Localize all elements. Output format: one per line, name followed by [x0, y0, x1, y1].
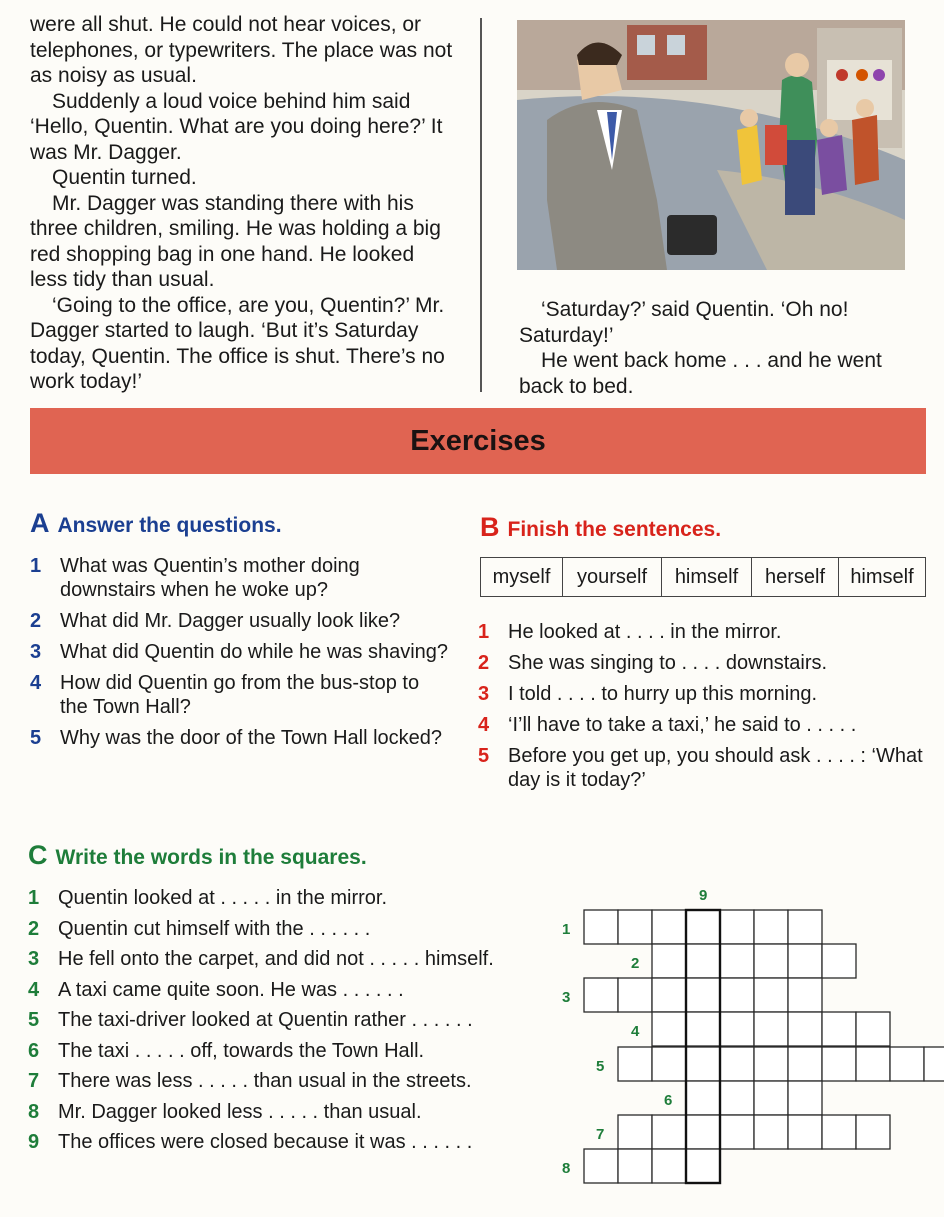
crossword-number: 9 — [699, 887, 708, 904]
crossword-cell[interactable] — [822, 1047, 856, 1081]
crossword-down-9 — [686, 910, 720, 1183]
section-c-item-text: A taxi came quite soon. He was . . . . . . — [58, 978, 404, 1001]
crossword-cell[interactable] — [618, 978, 652, 1012]
crossword-cell[interactable] — [720, 1012, 754, 1046]
crossword-cell[interactable] — [584, 978, 618, 1012]
crossword-cell[interactable] — [788, 1081, 822, 1115]
section-c-item-text: There was less . . . . . than usual in the streets. — [58, 1070, 472, 1092]
section-c-item-number: 8 — [28, 1100, 40, 1123]
section-a-item-text: What did Mr. Dagger usually look like? — [60, 610, 401, 632]
story-left-paragraph: Quentin turned. — [52, 166, 197, 189]
section-c-title: Write the words in the squares. — [55, 846, 367, 869]
section-b-item-number: 2 — [478, 652, 490, 674]
crossword-cell[interactable] — [618, 1047, 652, 1081]
crossword-number: 5 — [596, 1058, 605, 1075]
section-c-item-text: Quentin looked at . . . . . in the mirror. — [58, 887, 388, 909]
story-right-paragraph: He went back home . . . and he went back to bed. — [519, 349, 882, 398]
crossword-cell[interactable] — [686, 910, 720, 944]
exercises-banner — [30, 408, 926, 474]
section-b-item-text: Before you get up, you should ask . . . . : ‘What day is it today?’ — [508, 745, 923, 791]
crossword-cell[interactable] — [618, 1115, 652, 1149]
section-a-item — [30, 609, 450, 633]
section-a-questions — [30, 554, 450, 757]
crossword-cell[interactable] — [788, 1012, 822, 1046]
section-c-item-text: He fell onto the carpet, and did not . . . . . himself. — [58, 948, 494, 970]
section-b-item-number: 3 — [478, 683, 490, 705]
section-c-clues — [28, 886, 548, 1161]
word-box-word: himself — [850, 565, 914, 588]
section-c-item — [28, 1069, 548, 1093]
section-a-item-number: 3 — [30, 641, 42, 663]
section-b-item — [478, 744, 928, 792]
crossword-cell[interactable] — [754, 1115, 788, 1149]
crossword-cell[interactable] — [788, 978, 822, 1012]
section-c-item — [28, 1130, 548, 1154]
section-c-item-number: 6 — [28, 1039, 40, 1062]
section-a-item-text: What was Quentin’s mother doing downstairs when he woke up? — [60, 555, 360, 601]
crossword-cell[interactable] — [686, 1047, 720, 1081]
section-a-letter: A — [30, 508, 50, 538]
crossword-cell[interactable] — [720, 978, 754, 1012]
crossword-cell[interactable] — [686, 1012, 720, 1046]
section-a-item-text: How did Quentin go from the bus-stop to the Town Hall? — [60, 672, 420, 718]
crossword-cell[interactable] — [584, 1149, 618, 1183]
crossword-cell[interactable] — [686, 944, 720, 978]
section-c-item-number: 5 — [28, 1009, 40, 1031]
story-left-paragraph: Mr. Dagger was standing there with his three children, smiling. He was holding a big red shopping bag in one hand. He looked less tidy than usual. — [30, 191, 441, 291]
section-c-item-text: The offices were closed because it was . . . . . . — [58, 1131, 473, 1153]
crossword-cell[interactable] — [754, 910, 788, 944]
crossword-number: 2 — [631, 955, 640, 972]
section-b-sentences — [478, 620, 928, 799]
section-c-item-number: 2 — [28, 917, 40, 940]
crossword-cell[interactable] — [584, 910, 618, 944]
section-c-item-number: 3 — [28, 948, 40, 970]
section-b-heading — [480, 512, 721, 543]
section-c-letter: C — [28, 840, 48, 870]
crossword-cell[interactable] — [652, 978, 686, 1012]
section-c-heading — [28, 840, 367, 871]
section-b-item-number: 4 — [478, 714, 490, 736]
section-c-item — [28, 1039, 548, 1063]
crossword-cell[interactable] — [652, 1047, 686, 1081]
crossword-cell[interactable] — [924, 1047, 944, 1081]
crossword-cell[interactable] — [856, 1012, 890, 1046]
section-c-item-number: 1 — [28, 887, 40, 909]
story-right-paragraph: ‘Saturday?’ said Quentin. ‘Oh no! Saturday!’ — [519, 298, 849, 347]
crossword-cell[interactable] — [856, 1047, 890, 1081]
crossword-cell[interactable] — [788, 944, 822, 978]
section-c-item-number: 7 — [28, 1070, 40, 1092]
section-c-item-text: The taxi-driver looked at Quentin rather . . . . . . — [58, 1009, 473, 1031]
crossword-cell[interactable] — [856, 1115, 890, 1149]
crossword-cell[interactable] — [618, 1149, 652, 1183]
section-a-item-number: 1 — [30, 555, 42, 577]
word-box — [480, 557, 926, 597]
section-a-item — [30, 726, 450, 750]
section-b-item-text: He looked at . . . . in the mirror. — [508, 621, 782, 643]
section-c-item-text: Mr. Dagger looked less . . . . . than usual. — [58, 1100, 422, 1123]
crossword-cell[interactable] — [652, 910, 686, 944]
crossword-cell[interactable] — [720, 910, 754, 944]
section-a-item-text: What did Quentin do while he was shaving? — [60, 641, 449, 663]
section-c-item-number: 4 — [28, 978, 40, 1001]
crossword-number: 8 — [562, 1160, 571, 1177]
crossword-cell[interactable] — [652, 1012, 686, 1046]
word-box-word: myself — [481, 558, 563, 596]
crossword-number: 1 — [562, 921, 571, 938]
section-c-item — [28, 1100, 548, 1124]
crossword-cell[interactable] — [822, 944, 856, 978]
crossword-cell[interactable] — [788, 1047, 822, 1081]
section-a-item-number: 2 — [30, 610, 42, 632]
section-a-heading — [30, 508, 282, 539]
section-b-item-text: ‘I’ll have to take a taxi,’ he said to . . . . . — [508, 714, 857, 736]
section-c-item-number: 9 — [28, 1131, 40, 1153]
crossword-cell[interactable] — [720, 944, 754, 978]
section-a-item — [30, 554, 450, 602]
crossword-cell[interactable] — [720, 1047, 754, 1081]
section-b-item — [478, 682, 928, 706]
section-b-item-number: 5 — [478, 745, 490, 767]
crossword-cell[interactable] — [890, 1047, 924, 1081]
crossword-cell[interactable] — [652, 944, 686, 978]
section-b-title: Finish the sentences. — [507, 518, 722, 541]
section-a-item-text: Why was the door of the Town Hall locked? — [60, 727, 443, 749]
story-left-paragraph: were all shut. He could not hear voices, or telephones, or typewriters. The place was not as noisy as usual. — [30, 13, 453, 87]
crossword-number: 6 — [664, 1092, 673, 1109]
section-b-item-text: I told . . . . to hurry up this morning. — [508, 683, 818, 705]
section-c-item — [28, 1008, 548, 1032]
crossword-cell[interactable] — [788, 910, 822, 944]
story-left-paragraph: ‘Going to the office, are you, Quentin?’ Mr. Dagger started to laugh. ‘But it’s Saturday today, Quentin. The office is shut. There’s no work today!’ — [30, 293, 445, 393]
section-c-item — [28, 947, 548, 971]
section-b-letter: B — [480, 512, 500, 542]
section-a-item-number: 4 — [30, 672, 42, 694]
section-b-item-text: She was singing to . . . . downstairs. — [508, 652, 828, 674]
crossword-cell[interactable] — [754, 944, 788, 978]
crossword-cell[interactable] — [686, 1115, 720, 1149]
story-right-column — [519, 297, 919, 399]
crossword-cell[interactable] — [686, 978, 720, 1012]
crossword-cell[interactable] — [618, 910, 652, 944]
crossword-cell[interactable] — [822, 1115, 856, 1149]
crossword-cell[interactable] — [652, 1115, 686, 1149]
crossword-cell[interactable] — [686, 1081, 720, 1115]
crossword-cell[interactable] — [686, 1149, 720, 1183]
word-box-word: himself — [662, 558, 752, 596]
section-b-item — [478, 620, 928, 644]
section-b-item-number: 1 — [478, 621, 490, 643]
section-c-item-text: The taxi . . . . . off, towards the Town Hall. — [58, 1039, 425, 1062]
section-b-item — [478, 713, 928, 737]
section-a-item-number: 5 — [30, 727, 42, 749]
word-box-word: herself — [752, 558, 839, 596]
crossword-cell[interactable] — [720, 1081, 754, 1115]
section-b-item — [478, 651, 928, 675]
crossword-cell[interactable] — [720, 1115, 754, 1149]
crossword-cell[interactable] — [754, 978, 788, 1012]
section-c-item — [28, 978, 548, 1002]
crossword-cell[interactable] — [652, 1149, 686, 1183]
section-c-item — [28, 886, 548, 910]
crossword-cell[interactable] — [754, 1012, 788, 1046]
column-divider — [480, 18, 482, 392]
crossword-cell[interactable] — [754, 1081, 788, 1115]
section-c-item — [28, 917, 548, 941]
crossword-cell[interactable] — [822, 1012, 856, 1046]
section-a-item — [30, 640, 450, 664]
crossword-cell[interactable] — [754, 1047, 788, 1081]
story-left-paragraph: Suddenly a loud voice behind him said ‘Hello, Quentin. What are you doing here?’ It was Mr. Dagger. — [30, 89, 443, 164]
crossword-number: 7 — [596, 1126, 605, 1143]
crossword-number: 4 — [631, 1023, 640, 1040]
story-illustration — [517, 20, 905, 270]
section-a-item — [30, 671, 450, 719]
crossword-cell[interactable] — [788, 1115, 822, 1149]
section-a-title: Answer the questions. — [57, 514, 282, 537]
exercises-title: Exercises — [410, 424, 546, 457]
section-c-item-text: Quentin cut himself with the . . . . . . — [58, 917, 371, 940]
crossword-number: 3 — [562, 989, 571, 1006]
word-box-word: yourself — [563, 558, 662, 596]
story-left-column — [30, 12, 455, 395]
